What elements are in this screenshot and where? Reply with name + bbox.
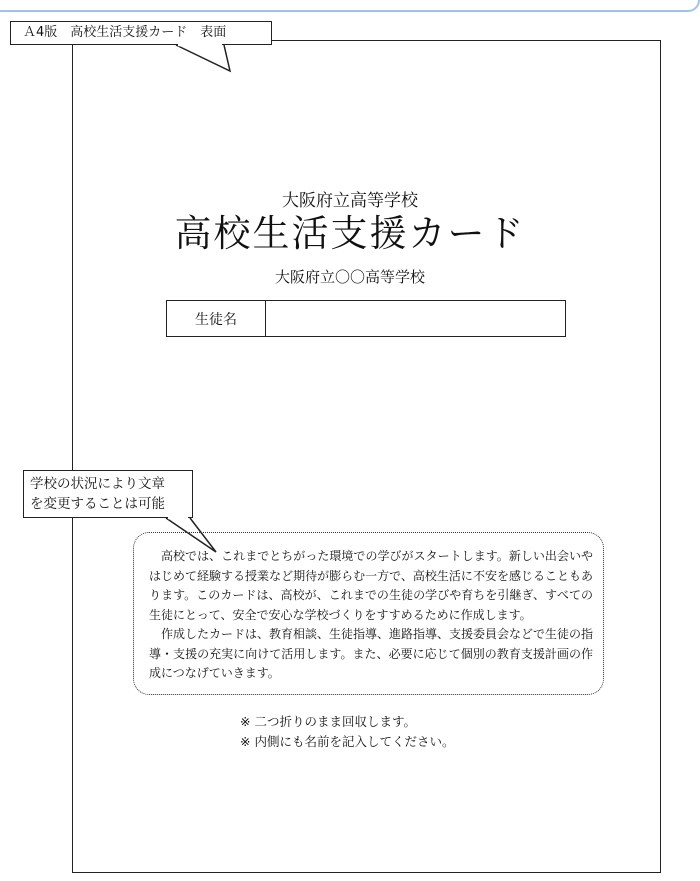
notes	[240, 712, 454, 752]
edit-note-callout	[23, 470, 193, 518]
edit-note-line-1: 学校の状況により文章	[30, 476, 165, 492]
school-line: 大阪府立高等学校	[282, 191, 418, 211]
message-paragraph-1: 高校では、これまでとちがった環境での学びがスタートします。新しい出会いやはじめて経験する授業など期待が膨らむ一方で、高校生活に不安を感じることもあります。このカードは、高校が、これまでの生徒の学びや育ちを引継ぎ、すべての生徒にとって、安全で安心な学校づくりをすすめるために作成します。	[149, 549, 593, 622]
note-line-2: ※ 内側にも名前を記入してください。	[240, 734, 455, 749]
message-box	[133, 532, 604, 695]
format-callout-text: Ａ4版 高校生活支援カード 表面	[23, 25, 227, 40]
edit-note-line-2: を変更することは可能	[30, 496, 165, 512]
student-name-field[interactable]	[266, 301, 565, 336]
student-name-label: 生徒名	[167, 301, 266, 336]
note-line-1: ※ 二つ折りのまま回収します。	[240, 714, 416, 729]
format-callout	[10, 21, 272, 45]
message-paragraph-2: 作成したカードは、教育相談、生徒指導、進路指導、支援委員会などで生徒の指導・支援の充実に向けて活用します。また、必要に応じて個別の教育支援計画の作成につなげていきます。	[149, 627, 594, 680]
format-callout-tail	[150, 43, 260, 73]
student-name-table	[166, 300, 566, 337]
school-name: 大阪府立〇〇高等学校	[274, 268, 425, 286]
document-frame-border	[0, 0, 700, 12]
card-title: 高校生活支援カード	[174, 212, 526, 255]
